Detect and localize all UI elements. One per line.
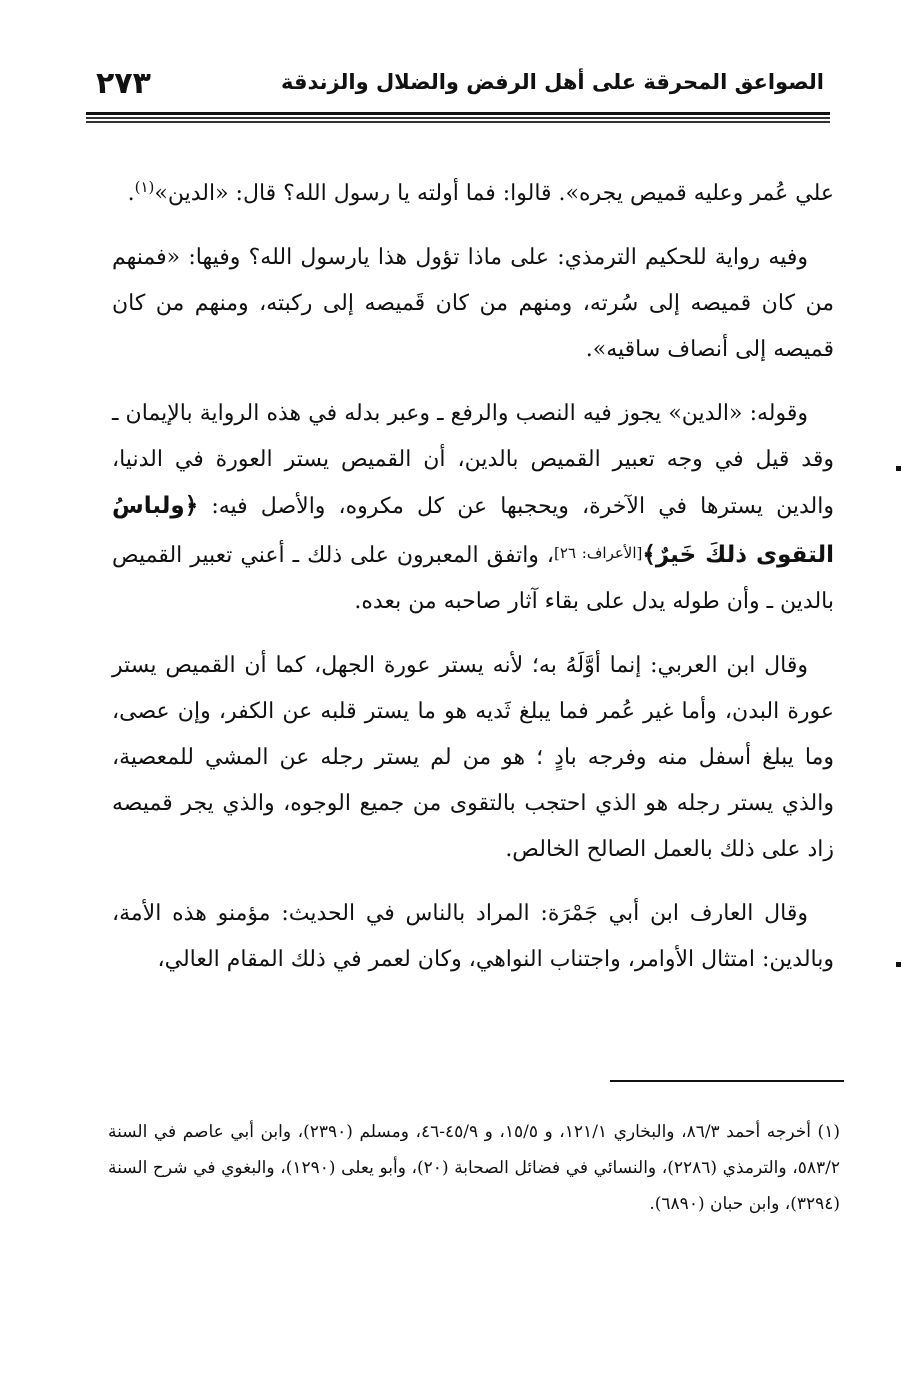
paragraph-5: وقال العارف ابن أبي جَمْرَة: المراد بالناس في الحديث: مؤمنو هذه الأمة، وبالدين: امتثال الأوامر، واجتناب النواهي، وكان لعمر في ذلك المقام العالي، [112, 901, 834, 972]
paragraph-1-text: علي عُمر وعليه قميص يجره». قالوا: فما أولته يا رسول الله؟ قال: «الدين» [154, 181, 834, 206]
margin-dot [896, 962, 901, 967]
footnote-1: (١) أخرجه أحمد ٨٦/٣، والبخاري ١٢١/١، و ١٥/٥، و ٤٥/٩-٤٦، ومسلم (٢٣٩٠)، وابن أبي عاصم في السنة ٥٨٣/٢، والترمذي (٢٢٨٦)، والنسائي في فضائل الصحابة (٢٠)، وأبو يعلى (١٢٩٠)، والبغوي في شرح السنة (٣٢٩٤)، وابن حبان (٦٨٩٠). [108, 1122, 840, 1214]
running-header [86, 66, 824, 114]
main-text [112, 164, 834, 1001]
quran-verse: ﴿ولباسُ التقوى ذلكَ خَيرٌ﴾ [112, 493, 834, 568]
page-number: ٢٧٣ [96, 66, 151, 101]
verse-reference: [الأعراف: ٢٦] [554, 544, 643, 562]
footnotes [108, 1114, 840, 1222]
footnote-separator [610, 1080, 844, 1082]
margin-dot [896, 466, 901, 471]
paragraph-3 [112, 391, 834, 625]
header-rule [86, 112, 830, 123]
footnote-marker: (١) [134, 178, 155, 196]
running-title: الصواعق المحرقة على أهل الرفض والضلال والزندقة [280, 70, 824, 94]
paragraph-1 [112, 164, 834, 217]
paragraph-4: وقال ابن العربي: إنما أوَّلَهُ به؛ لأنه يستر عورة الجهل، كما أن القميص يستر عورة البدن، وأما غير عُمر فما يبلغ ثَديه هو ما يستر قلبه عن الكفر، وإن عصى، وما يبلغ أسفل منه وفرجه بادٍ ؛ هو من لم يستر رجله عن المشي للمعصية، والذي يستر رجله هو الذي احتجب بالتقوى من جميع الوجوه، والذي يجر قميصه زاد على ذلك بالعمل الصالح الخالص. [112, 653, 834, 862]
paragraph-3-text-a: وقوله: «الدين» يجوز فيه النصب والرفع ـ وعبر بدله في هذه الرواية بالإيمان ـ وقد قيل في وجه تعبير القميص بالدين، أن القميص يستر العورة في الدنيا، والدين يسترها في الآخرة، ويحجبها عن كل مكروه، والأصل فيه: [112, 401, 834, 519]
paragraph-1-end: . [127, 181, 135, 206]
paragraph-2: وفيه رواية للحكيم الترمذي: على ماذا تؤول هذا يارسول الله؟ وفيها: «فمنهم من كان قميصه إلى سُرته، ومنهم من كان قَميصه إلى ركبته، ومنهم من كان قميصه إلى أنصاف ساقيه». [112, 245, 834, 362]
paragraph-3-text-b: ، واتفق المعبرون على ذلك ـ أعني تعبير القميص بالدين ـ وأن طوله يدل على بقاء آثار صاحبه من بعده. [112, 543, 834, 614]
